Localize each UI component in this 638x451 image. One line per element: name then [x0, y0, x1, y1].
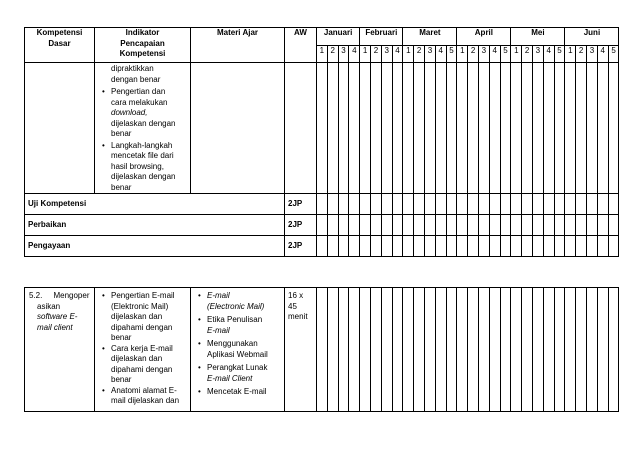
- header-indikator: Indikator Pencapaian Kompetensi: [95, 28, 191, 63]
- aw-cell: 16 x 45 menit: [285, 288, 317, 412]
- week-cell: 3: [381, 46, 392, 63]
- materi-cell: [191, 288, 285, 412]
- schedule-table: [24, 27, 619, 257]
- week-cell: 1: [317, 46, 328, 63]
- week-cell: 1: [457, 46, 468, 63]
- week-cell: 4: [435, 46, 446, 63]
- list-item: • Anatomi alamat E- mail dijelaskan dan: [102, 385, 180, 405]
- week-cell: 3: [425, 46, 436, 63]
- table-row: [25, 63, 619, 194]
- materi-cell: [191, 63, 285, 194]
- indikator-cell: [95, 288, 191, 412]
- month-februari: Februari: [360, 28, 403, 46]
- row-label-perbaikan: Perbaikan: [25, 215, 285, 236]
- header-materi: Materi Ajar: [191, 28, 285, 63]
- bullet-icon: •: [102, 291, 105, 300]
- week-cell: 1: [403, 46, 414, 63]
- header-aw: AW: [285, 28, 317, 63]
- week-cell: 2: [371, 46, 382, 63]
- list-item: • Cara kerja E-mail dijelaskan dan dipahami dengan benar: [102, 343, 173, 384]
- week-cell: 5: [500, 46, 511, 63]
- bullet-icon: •: [102, 385, 105, 395]
- week-cell: 4: [392, 46, 403, 63]
- week-cell: 3: [479, 46, 490, 63]
- kd-cell: [25, 63, 95, 194]
- month-juni: Juni: [565, 28, 619, 46]
- week-cell: 1: [511, 46, 522, 63]
- week-cell: 5: [608, 46, 619, 63]
- list-item: • Pengertian dan cara melakukan download, dijelaskan dengan benar: [102, 87, 176, 138]
- aw-value: 16 x 45: [288, 291, 304, 311]
- bullet-icon: •: [198, 291, 201, 300]
- month-maret: Maret: [403, 28, 457, 46]
- week-cell: 2: [522, 46, 533, 63]
- bullet-icon: •: [102, 140, 105, 150]
- week-cell: 2: [576, 46, 587, 63]
- week-cell: 5: [446, 46, 457, 63]
- list-item: • Langkah-langkah mencetak file dari hasil browsing, dijelaskan dengan benar: [102, 140, 176, 192]
- week-cell: 3: [533, 46, 544, 63]
- table-row: [25, 236, 619, 257]
- kd-text: 5.2. Mengoper: [29, 291, 90, 300]
- week-cell: 1: [360, 46, 371, 63]
- header-kompetensi-dasar: Kompetensi Dasar: [25, 28, 95, 63]
- list-item: • E-mail (Electronic Mail): [198, 291, 265, 311]
- week-cell: 3: [338, 46, 349, 63]
- week-cell: 4: [349, 46, 360, 63]
- bullet-icon: •: [198, 387, 201, 396]
- table-row: [25, 194, 619, 215]
- jp-value: 2JP: [285, 194, 317, 215]
- list-item: • Pengertian E-mail (Elektronic Mail) dijelaskan dan dipahami dengan benar: [102, 291, 175, 342]
- week-cell: 5: [554, 46, 565, 63]
- list-item: • Perangkat Lunak E-mail Client: [198, 363, 268, 383]
- kd-cell: 5.2. Mengoper asikan software E- mail client: [25, 288, 95, 412]
- schedule-table-continued: [24, 287, 619, 412]
- bullet-icon: •: [102, 343, 105, 353]
- aw-cell: [285, 63, 317, 194]
- week-cell: 4: [597, 46, 608, 63]
- table-row: [25, 215, 619, 236]
- jp-value: 2JP: [285, 236, 317, 257]
- table-row: [25, 288, 619, 412]
- bullet-icon: •: [198, 363, 201, 372]
- continuation-text: dengan benar: [111, 74, 161, 84]
- week-cell: 4: [543, 46, 554, 63]
- week-cell: 4: [489, 46, 500, 63]
- bullet-icon: •: [102, 87, 105, 96]
- list-item: • Mencetak E-mail: [198, 387, 267, 396]
- row-label-uji-kompetensi: Uji Kompetensi: [25, 194, 285, 215]
- month-april: April: [457, 28, 511, 46]
- month-januari: Januari: [317, 28, 360, 46]
- bullet-icon: •: [198, 339, 201, 348]
- list-item: • Menggunakan Aplikasi Webmail: [198, 339, 268, 359]
- week-cell: 3: [587, 46, 598, 63]
- month-mei: Mei: [511, 28, 565, 46]
- continuation-text: dipraktikkan: [111, 64, 154, 73]
- week-cell: 2: [468, 46, 479, 63]
- bullet-icon: •: [198, 315, 201, 324]
- jp-value: 2JP: [285, 215, 317, 236]
- week-cell: 2: [327, 46, 338, 63]
- row-label-pengayaan: Pengayaan: [25, 236, 285, 257]
- week-cell: 1: [565, 46, 576, 63]
- indikator-cell: [95, 63, 191, 194]
- week-cell: 2: [414, 46, 425, 63]
- list-item: • Etika Penulisan E-mail: [198, 315, 263, 335]
